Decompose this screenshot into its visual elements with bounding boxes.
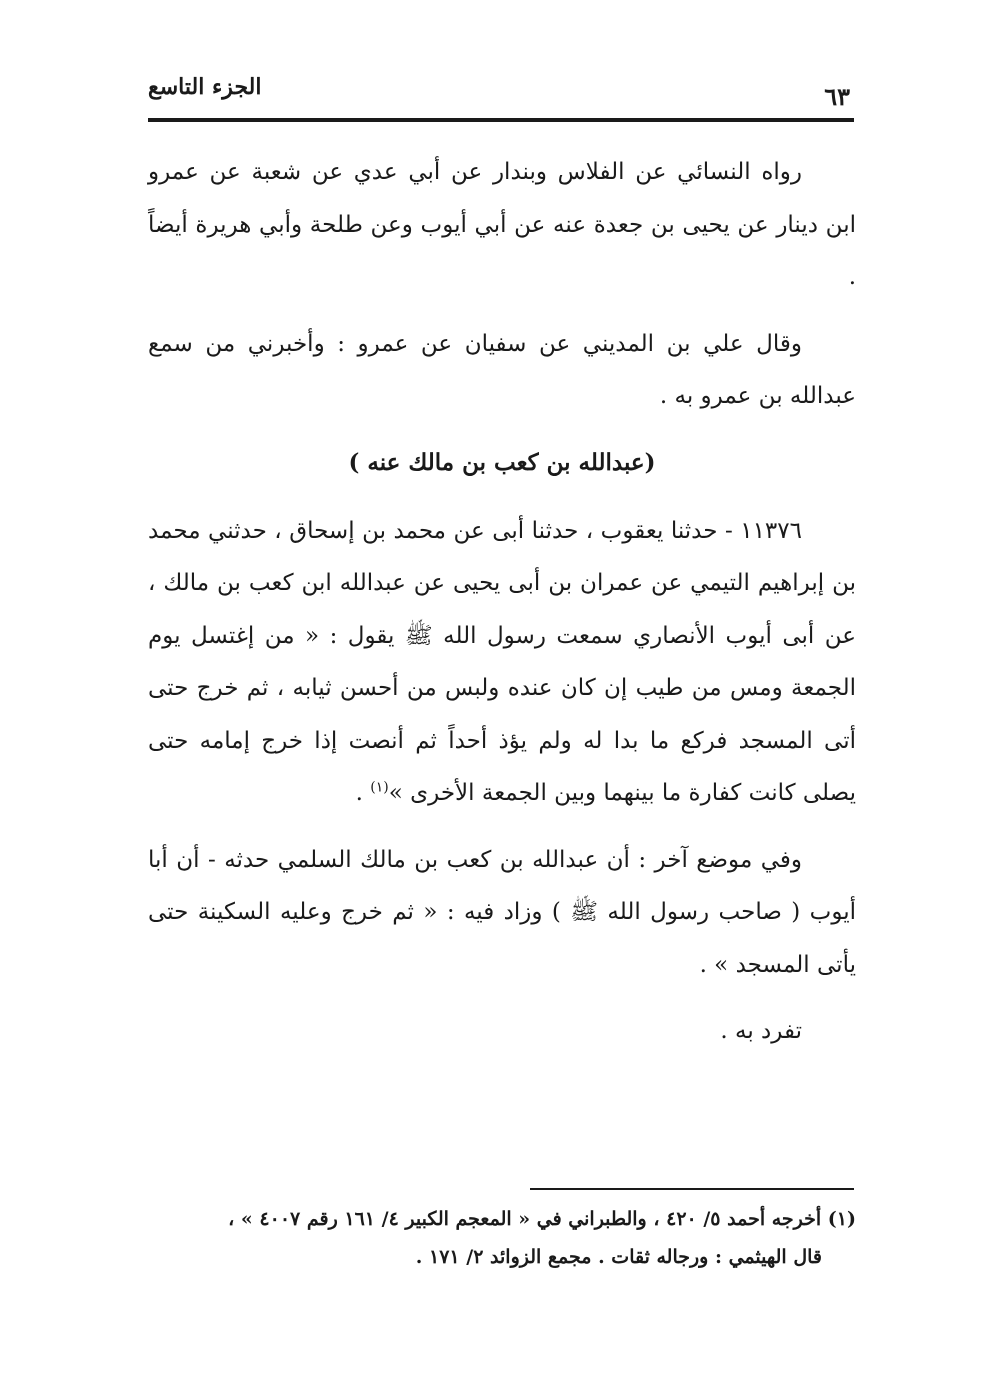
hadith-text: ١١٣٧٦ - حدثنا يعقوب ، حدثنا أبى عن محمد بن إسحاق ، حدثني محمد بن إبراهيم التيمي عن عمران بن أبى يحيى عن عبدالله ابن كعب بن مالك ، عن أبى أيوب الأنصاري سمعت رسول الله ﷺ يقول : « من إغتسل يوم الجمعة ومس من طيب إن كان عنده ولبس من أحسن ثيابه ، ثم خرج حتى أتى المسجد فركع ما بدا له ولم يؤذ أحداً ثم أنصت إذا خرج إمامه حتى يصلى كانت كفارة ما بينهما وبين الجمعة الأخرى » xyxy=(148,517,856,806)
running-title: الجزء التاسع xyxy=(148,74,262,100)
closing-remark: تفرد به . xyxy=(720,1018,802,1044)
footnote-rule xyxy=(530,1188,854,1190)
footnote-line: قال الهيثمي : ورجاله ثقات . مجمع الزوائد ٢/ ١٧١ . xyxy=(415,1246,822,1268)
main-text xyxy=(148,146,856,1072)
footnote-line: (١) أخرجه أحمد ٥/ ٤٢٠ ، والطبراني في « المعجم الكبير ٤/ ١٦١ رقم ٤٠٠٧ » ، xyxy=(228,1208,856,1230)
section-heading: (عبدالله بن كعب بن مالك عنه ) xyxy=(348,448,656,476)
hadith-end-punct: . xyxy=(355,780,371,806)
footnotes xyxy=(148,1200,856,1276)
paragraph-ali-madini: وقال علي بن المديني عن سفيان عن عمرو : وأخبرني من سمع عبدالله بن عمرو به . xyxy=(148,330,856,409)
header-rule xyxy=(148,118,854,122)
footnote-item xyxy=(148,1200,856,1276)
paragraph-nasai: رواه النسائي عن الفلاس وبندار عن أبي عدي عن شعبة عن عمرو ابن دينار عن يحيى بن جعدة عنه عن أبي أيوب وعن طلحة وأبي هريرة أيضاً . xyxy=(148,159,856,290)
hadith-paragraph xyxy=(148,505,856,820)
page-header xyxy=(148,62,854,120)
paragraph-other-place: وفي موضع آخر : أن عبدالله بن كعب بن مالك السلمي حدثه - أن أبا أيوب ( صاحب رسول الله ﷺ ) وزاد فيه : « ثم خرج وعليه السكينة حتى يأتى المسجد » . xyxy=(148,846,856,978)
page-number: ٦٣ xyxy=(824,82,850,111)
footnote-marker: (١) xyxy=(370,779,389,796)
